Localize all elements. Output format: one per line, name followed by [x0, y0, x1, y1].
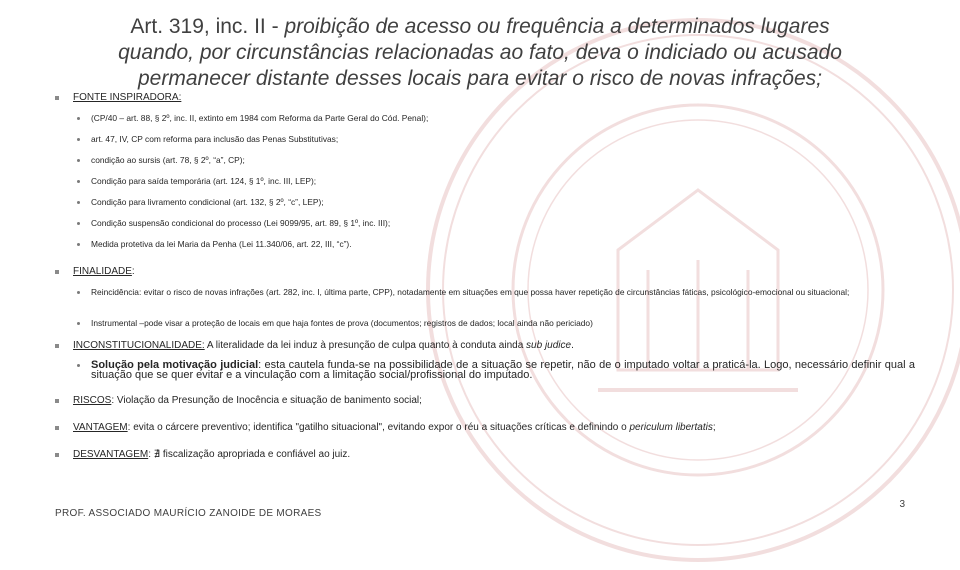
footer-author: PROF. ASSOCIADO MAURÍCIO ZANOIDE DE MORAES [55, 508, 322, 519]
section-vantagem: VANTAGEM: evita o cárcere preventivo; identifica "gatilho situacional", evitando expor o réu a situações críticas e definindo o periculum libertatis; [55, 422, 915, 434]
title-line1: Art. 319, inc. II - proibição de acesso ou frequência a determinados lugares [130, 15, 830, 38]
bullet-icon [77, 291, 80, 294]
bullet-icon [55, 96, 59, 100]
title-line3: permanecer distante desses locais para evitar o risco de novas infrações; [137, 67, 823, 90]
fonte-heading: FONTE INSPIRADORA: [73, 92, 182, 103]
bullet-icon [55, 453, 59, 457]
inconst-heading: INCONSTITUCIONALIDADE: [73, 340, 205, 351]
page-number: 3 [899, 499, 905, 510]
bullet-icon [77, 138, 80, 141]
slide-content [55, 92, 915, 461]
fonte-item: (CP/40 – art. 88, § 2º, inc. II, extinto em 1984 com Reforma da Parte Geral do Cód. Penal); [55, 113, 915, 134]
finalidade-heading: FINALIDADE [73, 266, 132, 277]
bullet-icon [77, 180, 80, 183]
bullet-icon [55, 426, 59, 430]
bullet-icon [77, 364, 80, 367]
fonte-item: Medida protetiva da lei Maria da Penha (Lei 11.340/06, art. 22, III, “c”). [55, 239, 915, 251]
bullet-icon [55, 344, 59, 348]
fonte-item: Condição para livramento condicional (art. 132, § 2º, “c”, LEP); [55, 197, 915, 218]
section-riscos: RISCOS: Violação da Presunção de Inocência e situação de banimento social; [55, 395, 915, 407]
vantagem-heading: VANTAGEM [73, 422, 128, 433]
bullet-icon [77, 322, 80, 325]
desvantagem-heading: DESVANTAGEM [73, 449, 149, 460]
section-desvantagem: DESVANTAGEM: ∄ fiscalização apropriada e confiável ao juiz. [55, 449, 915, 461]
finalidade-item: Reincidência: evitar o risco de novas infrações (art. 282, inc. I, última parte, CPP), notadamente em situações em que possa haver repetição de circunstâncias fáticas, psicológico-emocional ou situacional; [55, 287, 915, 318]
section-fonte-inspiradora [55, 92, 915, 104]
section-inconstitucionalidade: INCONSTITUCIONALIDADE: A literalidade da lei induz à presunção de culpa quanto à conduta ainda sub judice. [55, 340, 915, 352]
fonte-item: Condição para saída temporária (art. 124, § 1º, inc. III, LEP); [55, 176, 915, 197]
slide-title [40, 14, 920, 92]
bullet-icon [77, 243, 80, 246]
bullet-icon [55, 399, 59, 403]
bullet-icon [77, 117, 80, 120]
bullet-icon [77, 222, 80, 225]
finalidade-list [55, 287, 915, 330]
fonte-item: Condição suspensão condicional do processo (Lei 9099/95, art. 89, § 1º, inc. III); [55, 218, 915, 239]
bullet-icon [77, 159, 80, 162]
bullet-icon [77, 201, 80, 204]
fonte-item: condição ao sursis (art. 78, § 2º, “a”, CP); [55, 155, 915, 176]
riscos-heading: RISCOS [73, 395, 112, 406]
bullet-icon [55, 270, 59, 274]
finalidade-item: Instrumental –pode visar a proteção de locais em que haja fontes de prova (documentos; registros de dados; local ainda não periciado) [55, 318, 915, 330]
inconst-subitem: Solução pela motivação judicial: esta cautela funda-se na possibilidade de a situação se repetir, não de o imputado voltar a praticá-la. Logo, necessário definir qual a situação que se quer evitar e a vinculação com a limitação social/profissional do imputado. [55, 360, 915, 380]
title-line2: quando, por circunstâncias relacionadas ao fato, deva o indiciado ou acusado [118, 41, 842, 64]
section-finalidade: FINALIDADE: [55, 266, 915, 278]
fonte-list [55, 113, 915, 251]
fonte-item: art. 47, IV, CP com reforma para inclusão das Penas Substitutivas; [55, 134, 915, 155]
